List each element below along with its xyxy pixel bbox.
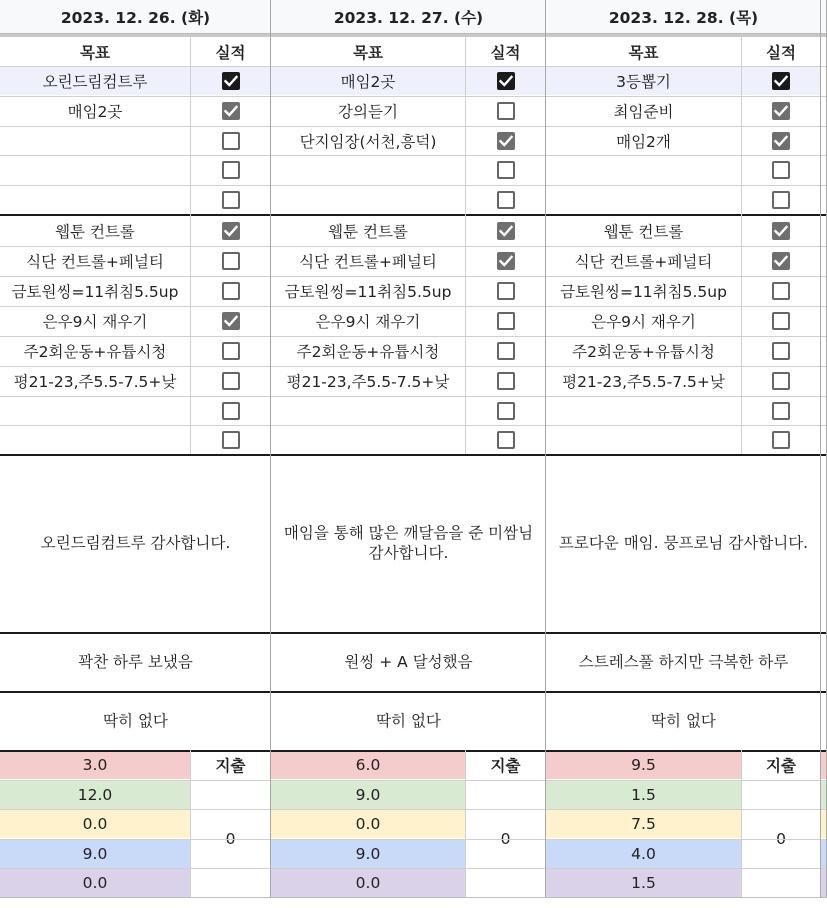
result-column-header: 실적 bbox=[490, 43, 521, 62]
habit-text-cell[interactable]: 주2회운동+유튭시청 bbox=[572, 342, 715, 361]
habit-text-cell[interactable] bbox=[0, 396, 190, 425]
goal-text-cell[interactable] bbox=[271, 155, 465, 184]
checkbox-unchecked[interactable] bbox=[222, 372, 240, 390]
goal-text-cell[interactable] bbox=[0, 126, 190, 155]
column-gridline bbox=[741, 37, 742, 454]
habit-text-cell[interactable] bbox=[546, 425, 741, 454]
expense-label: 지출 bbox=[766, 756, 796, 775]
habit-text-cell[interactable]: 웹툰 컨트롤 bbox=[603, 222, 684, 241]
row-gridline bbox=[0, 96, 827, 97]
column-gridline bbox=[270, 0, 271, 897]
row-gridline bbox=[0, 214, 827, 216]
row-gridline bbox=[0, 306, 827, 307]
time-value-cell[interactable]: 0.0 bbox=[271, 868, 465, 897]
checkbox-unchecked[interactable] bbox=[497, 282, 515, 300]
checkbox-checked[interactable] bbox=[497, 132, 515, 150]
checkbox-unchecked[interactable] bbox=[497, 161, 515, 179]
checkbox-unchecked[interactable] bbox=[497, 431, 515, 449]
goal-text-cell[interactable]: 매임2곳 bbox=[67, 102, 123, 121]
checkbox-unchecked[interactable] bbox=[222, 161, 240, 179]
habit-text-cell[interactable]: 주2회운동+유튭시청 bbox=[296, 342, 440, 361]
row-gridline bbox=[0, 750, 827, 752]
row-gridline bbox=[0, 454, 827, 456]
habit-text-cell[interactable]: 은우9시 재우기 bbox=[42, 312, 148, 331]
goal-column-header: 목표 bbox=[628, 43, 659, 62]
row-gridline bbox=[0, 66, 827, 67]
column-gridline bbox=[465, 37, 466, 454]
goal-text-cell[interactable] bbox=[0, 185, 190, 214]
result-column-header: 실적 bbox=[766, 43, 796, 62]
habit-text-cell[interactable] bbox=[271, 425, 465, 454]
day-date-label: 2023. 12. 28. (목) bbox=[608, 8, 759, 27]
row-gridline bbox=[0, 276, 827, 277]
column-gridline bbox=[190, 37, 191, 454]
checkbox-checked[interactable] bbox=[222, 312, 240, 330]
checkbox-checked[interactable] bbox=[772, 102, 790, 120]
checkbox-checked[interactable] bbox=[497, 72, 515, 90]
goal-text-cell[interactable] bbox=[546, 155, 741, 184]
expense-label: 지출 bbox=[215, 756, 246, 775]
result-column-header: 실적 bbox=[215, 43, 246, 62]
checkbox-unchecked[interactable] bbox=[222, 132, 240, 150]
goal-text-cell[interactable]: 강의듣기 bbox=[338, 102, 398, 121]
gratitude-note[interactable]: 매임을 통해 많은 깨달음을 준 미쌈님 감사합니다. bbox=[283, 524, 534, 562]
checkbox-unchecked[interactable] bbox=[497, 102, 515, 120]
row-gridline bbox=[0, 155, 827, 156]
time-value-cell[interactable]: 9.0 bbox=[271, 839, 465, 868]
checkbox-checked[interactable] bbox=[222, 102, 240, 120]
checkbox-unchecked[interactable] bbox=[497, 342, 515, 360]
checkbox-unchecked[interactable] bbox=[497, 312, 515, 330]
time-value-cell[interactable]: 0.0 bbox=[271, 809, 465, 838]
checkbox-unchecked[interactable] bbox=[222, 402, 240, 420]
row-gridline bbox=[0, 632, 827, 634]
column-gridline bbox=[741, 750, 742, 897]
regret-note[interactable]: 딱히 없다 bbox=[651, 711, 716, 730]
checkbox-unchecked[interactable] bbox=[222, 431, 240, 449]
checkbox-unchecked[interactable] bbox=[772, 372, 790, 390]
goal-column-header: 목표 bbox=[353, 43, 383, 62]
time-value-cell[interactable]: 9.5 bbox=[546, 750, 741, 779]
row-gridline bbox=[0, 691, 827, 693]
habit-text-cell[interactable]: 식단 컨트롤+페널티 bbox=[574, 252, 713, 271]
checkbox-checked[interactable] bbox=[772, 132, 790, 150]
habit-text-cell[interactable]: 평21-23,주5.5-7.5+낮 bbox=[562, 372, 725, 391]
row-gridline bbox=[0, 809, 827, 810]
goal-text-cell[interactable]: 단지임장(서천,흥덕) bbox=[299, 132, 437, 151]
checkbox-unchecked[interactable] bbox=[497, 402, 515, 420]
goal-text-cell[interactable]: 매임2곳 bbox=[340, 72, 396, 91]
day-date-label: 2023. 12. 26. (화) bbox=[60, 8, 211, 27]
checkbox-unchecked[interactable] bbox=[772, 312, 790, 330]
regret-note[interactable]: 딱히 없다 bbox=[376, 711, 441, 730]
habit-text-cell[interactable]: 금토원씽=11취침5.5up bbox=[11, 282, 179, 301]
time-value-cell[interactable]: 9.0 bbox=[0, 839, 190, 868]
habit-text-cell[interactable] bbox=[546, 396, 741, 425]
row-gridline bbox=[0, 839, 827, 840]
checkbox-unchecked[interactable] bbox=[222, 282, 240, 300]
time-value-cell[interactable]: 6.0 bbox=[271, 750, 465, 779]
time-value-cell[interactable]: 0.0 bbox=[0, 868, 190, 897]
habit-text-cell[interactable]: 식단 컨트롤+페널티 bbox=[26, 252, 164, 271]
daily-summary[interactable]: 꽉찬 하루 보냈음 bbox=[78, 652, 193, 671]
time-value-cell[interactable]: 9.0 bbox=[271, 780, 465, 809]
row-gridline bbox=[0, 868, 827, 869]
checkbox-checked[interactable] bbox=[222, 222, 240, 240]
habit-text-cell[interactable]: 은우9시 재우기 bbox=[315, 312, 421, 331]
checkbox-unchecked[interactable] bbox=[772, 402, 790, 420]
habit-text-cell[interactable]: 식단 컨트롤+페널티 bbox=[299, 252, 437, 271]
habit-text-cell[interactable]: 금토원씽=11취침5.5up bbox=[560, 282, 727, 301]
habit-text-cell[interactable]: 은우9시 재우기 bbox=[591, 312, 696, 331]
checkbox-unchecked[interactable] bbox=[772, 282, 790, 300]
goal-text-cell[interactable]: 최임준비 bbox=[613, 102, 674, 121]
habit-text-cell[interactable] bbox=[0, 425, 190, 454]
time-value-cell[interactable]: 0.0 bbox=[0, 809, 190, 838]
row-gridline bbox=[0, 396, 827, 397]
checkbox-unchecked[interactable] bbox=[222, 252, 240, 270]
time-value-cell[interactable]: 1.5 bbox=[546, 868, 741, 897]
row-gridline bbox=[0, 366, 827, 367]
gratitude-note[interactable]: 오린드림컴트루 감사합니다. bbox=[40, 534, 231, 552]
goal-text-cell[interactable] bbox=[271, 185, 465, 214]
checkbox-checked[interactable] bbox=[772, 72, 790, 90]
goal-text-cell[interactable] bbox=[0, 155, 190, 184]
checkbox-unchecked[interactable] bbox=[497, 372, 515, 390]
expense-label: 지출 bbox=[490, 756, 521, 775]
goal-text-cell[interactable]: 3등뽑기 bbox=[616, 72, 671, 91]
row-gridline bbox=[0, 897, 827, 898]
habit-text-cell[interactable]: 웹툰 컨트롤 bbox=[55, 222, 135, 241]
column-gridline bbox=[465, 750, 466, 897]
regret-note[interactable]: 딱히 없다 bbox=[103, 711, 168, 730]
habit-text-cell[interactable] bbox=[271, 396, 465, 425]
column-gridline bbox=[545, 0, 546, 897]
time-value-cell[interactable]: 12.0 bbox=[0, 780, 190, 809]
checkbox-unchecked[interactable] bbox=[772, 191, 790, 209]
habit-text-cell[interactable]: 평21-23,주5.5-7.5+낮 bbox=[13, 372, 177, 391]
habit-text-cell[interactable]: 평21-23,주5.5-7.5+낮 bbox=[286, 372, 450, 391]
daily-summary[interactable]: 원씽 + A 달성했음 bbox=[344, 652, 473, 671]
time-value-cell[interactable]: 4.0 bbox=[546, 839, 741, 868]
goal-text-cell[interactable] bbox=[546, 185, 741, 214]
column-gridline bbox=[190, 750, 191, 897]
checkbox-checked[interactable] bbox=[222, 72, 240, 90]
checkbox-checked[interactable] bbox=[772, 222, 790, 240]
time-value-cell[interactable]: 3.0 bbox=[0, 750, 190, 779]
checkbox-checked[interactable] bbox=[772, 252, 790, 270]
goal-text-cell[interactable]: 매임2개 bbox=[616, 132, 671, 151]
checkbox-unchecked[interactable] bbox=[772, 342, 790, 360]
gratitude-note[interactable]: 프로다운 매임. 뭉프로님 감사합니다. bbox=[558, 534, 809, 552]
row-gridline bbox=[0, 425, 827, 426]
time-value-cell[interactable]: 1.5 bbox=[546, 780, 741, 809]
row-gridline bbox=[0, 780, 827, 781]
goal-column-header: 목표 bbox=[80, 43, 110, 62]
row-gridline bbox=[0, 246, 827, 247]
daily-summary[interactable]: 스트레스풀 하지만 극복한 하루 bbox=[578, 652, 789, 671]
checkbox-unchecked[interactable] bbox=[772, 431, 790, 449]
row-gridline bbox=[0, 185, 827, 186]
column-gridline bbox=[820, 0, 821, 897]
checkbox-checked[interactable] bbox=[497, 222, 515, 240]
row-gridline bbox=[0, 336, 827, 337]
row-gridline bbox=[0, 33, 827, 34]
row-gridline bbox=[0, 126, 827, 127]
checkbox-unchecked[interactable] bbox=[497, 191, 515, 209]
checkbox-unchecked[interactable] bbox=[222, 191, 240, 209]
checkbox-unchecked[interactable] bbox=[772, 161, 790, 179]
checkbox-checked[interactable] bbox=[497, 252, 515, 270]
habit-text-cell[interactable]: 웹툰 컨트롤 bbox=[328, 222, 408, 241]
checkbox-unchecked[interactable] bbox=[222, 342, 240, 360]
goal-text-cell[interactable]: 오린드림컴트루 bbox=[42, 72, 148, 91]
habit-text-cell[interactable]: 주2회운동+유튭시청 bbox=[23, 342, 167, 361]
habit-text-cell[interactable]: 금토원씽=11취침5.5up bbox=[284, 282, 452, 301]
day-date-label: 2023. 12. 27. (수) bbox=[333, 8, 484, 27]
time-value-cell[interactable]: 7.5 bbox=[546, 809, 741, 838]
